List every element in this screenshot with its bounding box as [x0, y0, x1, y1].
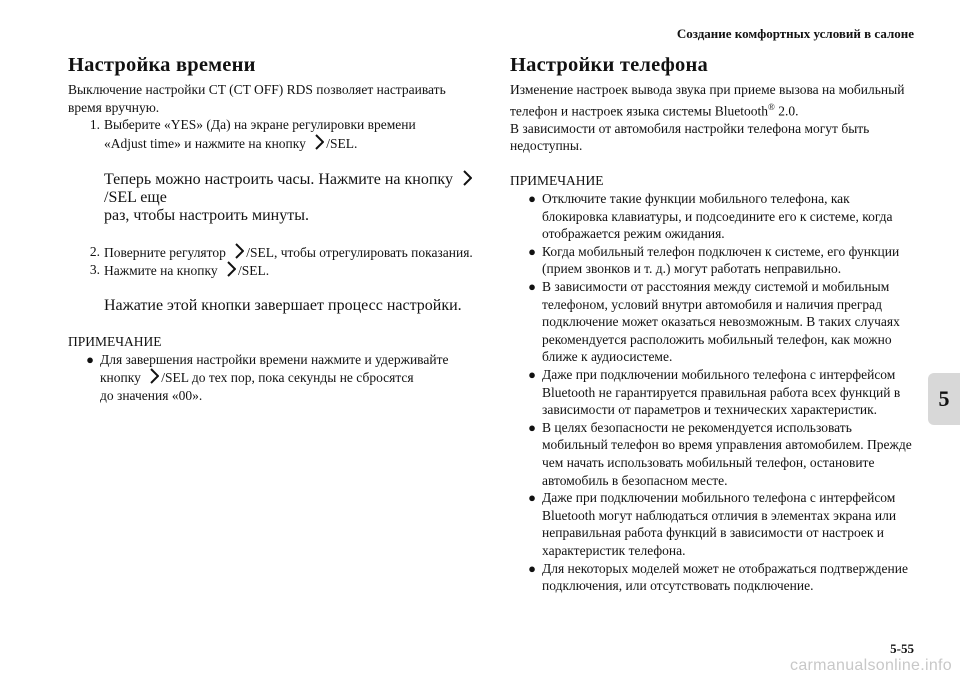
time-settings-title: Настройка времени: [68, 54, 256, 76]
note-line: Bluetooth могут наблюдаться отличия в элементах экрана или: [542, 507, 897, 523]
sel-label: /SEL еще: [104, 188, 167, 206]
registered-mark: ®: [768, 101, 775, 112]
bullet-icon: ●: [528, 279, 536, 295]
bullet-icon: ●: [528, 243, 536, 259]
step-number: 1.: [89, 117, 100, 133]
step-2-text-end: /SEL, чтобы отрегулировать показания.: [246, 244, 473, 260]
note-line: автомобиль в безопасном месте.: [542, 472, 728, 488]
step-3-text: Нажмите на кнопку: [104, 263, 218, 279]
note-line: /SEL до тех пор, пока секунды не сбросятся: [161, 370, 414, 386]
phone-notes-list: [510, 190, 915, 595]
chapter-tab: 5: [928, 373, 960, 425]
note-line: Когда мобильный телефон подключен к системе, его функции: [542, 243, 900, 259]
step-3-sub: [68, 297, 488, 315]
phone-intro-line-3: В зависимости от автомобиля настройки телефона могут быть: [510, 120, 870, 136]
phone-intro-line-4: недоступны.: [510, 138, 583, 154]
phone-intro-text: телефон и настроек языка системы Bluetooth: [510, 103, 769, 119]
phone-settings-title: Настройки телефона: [510, 54, 708, 76]
time-intro-line-1: Выключение настройки CT (CT OFF) RDS позволяет настраивать: [68, 82, 446, 97]
chapter-header: Создание комфортных условий в салоне: [676, 26, 914, 41]
note-item: [510, 243, 915, 278]
tune-knob-icon: [227, 261, 236, 277]
note-item: [510, 278, 915, 366]
phone-intro-line-1: Изменение настроек вывода звука при приеме вызова на мобильный: [510, 82, 905, 97]
note-item: [510, 489, 915, 559]
step-2: [68, 243, 488, 262]
note-line: (прием звонков и т. д.) могут работать неправильно.: [542, 261, 842, 277]
sel-label: /SEL.: [326, 135, 358, 151]
step-3: [68, 261, 488, 280]
note-line: чем начать использовать мобильный телефон, остановите: [542, 454, 875, 470]
note-item: [510, 560, 915, 595]
step-1-sub-line-2: раз, чтобы настроить минуты.: [104, 206, 309, 224]
note-line: блокировка клавиатуры, и подсоедините его к системе, когда: [542, 208, 893, 224]
note-item: [68, 351, 488, 405]
note-line: подключение может оказаться невозможным. В таких случаях: [542, 314, 900, 330]
note-item: [510, 190, 915, 243]
note-line: подключения, или отсутствовать подключение.: [542, 578, 814, 594]
bullet-icon: ●: [86, 351, 94, 367]
bullet-icon: ●: [528, 191, 536, 207]
note-item: [510, 366, 915, 419]
note-line: рекомендуется расположить мобильный телефон, как можно: [542, 331, 892, 347]
bullet-icon: ●: [528, 419, 536, 435]
note-line: отображается режим ожидания.: [542, 226, 725, 242]
note-line: неправильная работа функций в зависимости от настроек и: [542, 525, 885, 541]
step-1: [68, 116, 488, 152]
time-steps: [68, 116, 488, 315]
note-line: характеристик телефона.: [542, 542, 686, 558]
time-settings-section: [68, 54, 488, 404]
step-1-sub: [68, 170, 488, 225]
note-line: Для некоторых моделей может не отображаться подтверждение: [542, 560, 908, 576]
bullet-icon: ●: [528, 490, 536, 506]
note-title: ПРИМЕЧАНИЕ: [68, 333, 162, 349]
note-line: ближе к аудиосистеме.: [542, 349, 673, 365]
phone-intro-version: 2.0.: [774, 103, 799, 119]
note-title: ПРИМЕЧАНИЕ: [510, 173, 604, 189]
note-line: В целях безопасности не рекомендуется использовать: [542, 419, 852, 435]
note-line: кнопку: [100, 370, 141, 386]
tune-knob-icon: [315, 134, 324, 150]
sel-label: /SEL.: [237, 263, 270, 279]
note-line: телефоном, условий внутри автомобиля и наличия преград: [542, 296, 883, 312]
phone-settings-section: [510, 54, 915, 595]
note-item: [510, 419, 915, 489]
step-number: 2.: [89, 243, 100, 259]
watermark: carmanualsonline.info: [790, 657, 952, 674]
time-intro-line-2: время вручную.: [68, 99, 160, 115]
phone-intro-line-2: [510, 99, 915, 120]
step-1-line-1: Выберите «YES» (Да) на экране регулировки времени: [104, 117, 416, 133]
bullet-icon: ●: [528, 560, 536, 576]
note-line: до значения «00».: [100, 387, 203, 403]
note-line: В зависимости от расстояния между системой и мобильным: [542, 279, 890, 295]
page-number: 5-55: [890, 641, 914, 656]
tune-knob-icon: [150, 368, 159, 384]
step-1-sub-line-1: Теперь можно настроить часы. Нажмите на кнопку: [104, 170, 453, 188]
note-line: зависимости от параметров и технических характеристик.: [542, 402, 878, 418]
tune-knob-icon: [235, 243, 244, 259]
note-line: мобильный телефон во время управления автомобилем. Прежде: [542, 437, 912, 453]
note-line: Bluetooth не гарантируется правильная работа всех функций в: [542, 384, 901, 400]
step-number: 3.: [89, 262, 100, 278]
note-line: Даже при подключении мобильного телефона с интерфейсом: [542, 367, 896, 382]
tune-knob-icon: [463, 170, 472, 186]
step-2-text: Поверните регулятор: [104, 244, 226, 260]
note-line: Для завершения настройки времени нажмите и удерживайте: [100, 351, 449, 367]
step-1-line-2: «Adjust time» и нажмите на кнопку: [104, 135, 306, 151]
note-line: Даже при подключении мобильного телефона с интерфейсом: [542, 490, 896, 506]
step-3-sub-line: Нажатие этой кнопки завершает процесс настройки.: [104, 297, 462, 315]
note-line: Отключите такие функции мобильного телефона, как: [542, 191, 850, 207]
bullet-icon: ●: [528, 367, 536, 382]
